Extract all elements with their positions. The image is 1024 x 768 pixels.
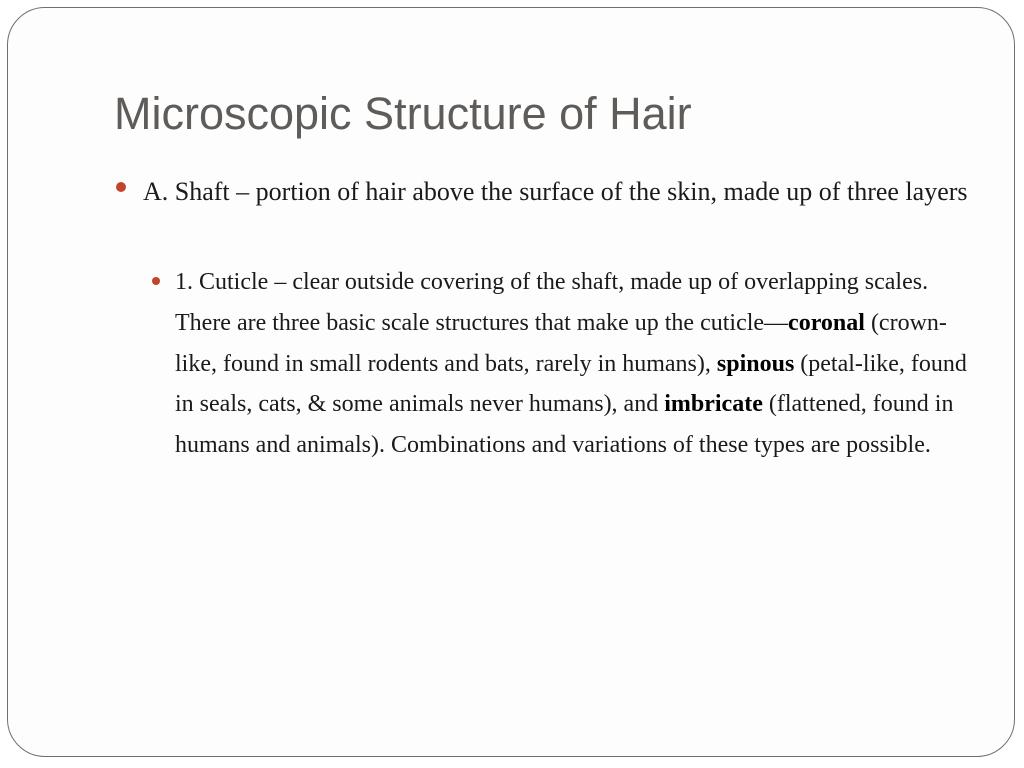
term-imbricate: imbricate (664, 391, 763, 418)
term-spinous: spinous (716, 350, 795, 377)
bullet-shaft (143, 171, 973, 213)
slide-title: Microscopic Structure of Hair (114, 88, 692, 139)
coronal-description: (crown-like, found in small rodents and bats, rarely in humans), (175, 309, 947, 377)
spinous-description: (petal-like, found in seals, cats, & some animals never humans), and (175, 350, 967, 418)
term-coronal: coronal (788, 309, 865, 336)
cuticle-intro-text: 1. Cuticle – clear outside covering of the shaft, made up of overlapping scales. There are three basic scale structures that make up the cuticle— (175, 269, 929, 336)
imbricate-description: (flattened, found in humans and animals). Combinations and variations of these types are possible. (175, 391, 954, 459)
bullet-dot-icon (152, 277, 160, 285)
bullet-cuticle (175, 262, 975, 466)
bullet-shaft-text: A. Shaft – portion of hair above the surface of the skin, made up of three layers (143, 177, 968, 206)
bullet-dot-icon (116, 182, 126, 192)
